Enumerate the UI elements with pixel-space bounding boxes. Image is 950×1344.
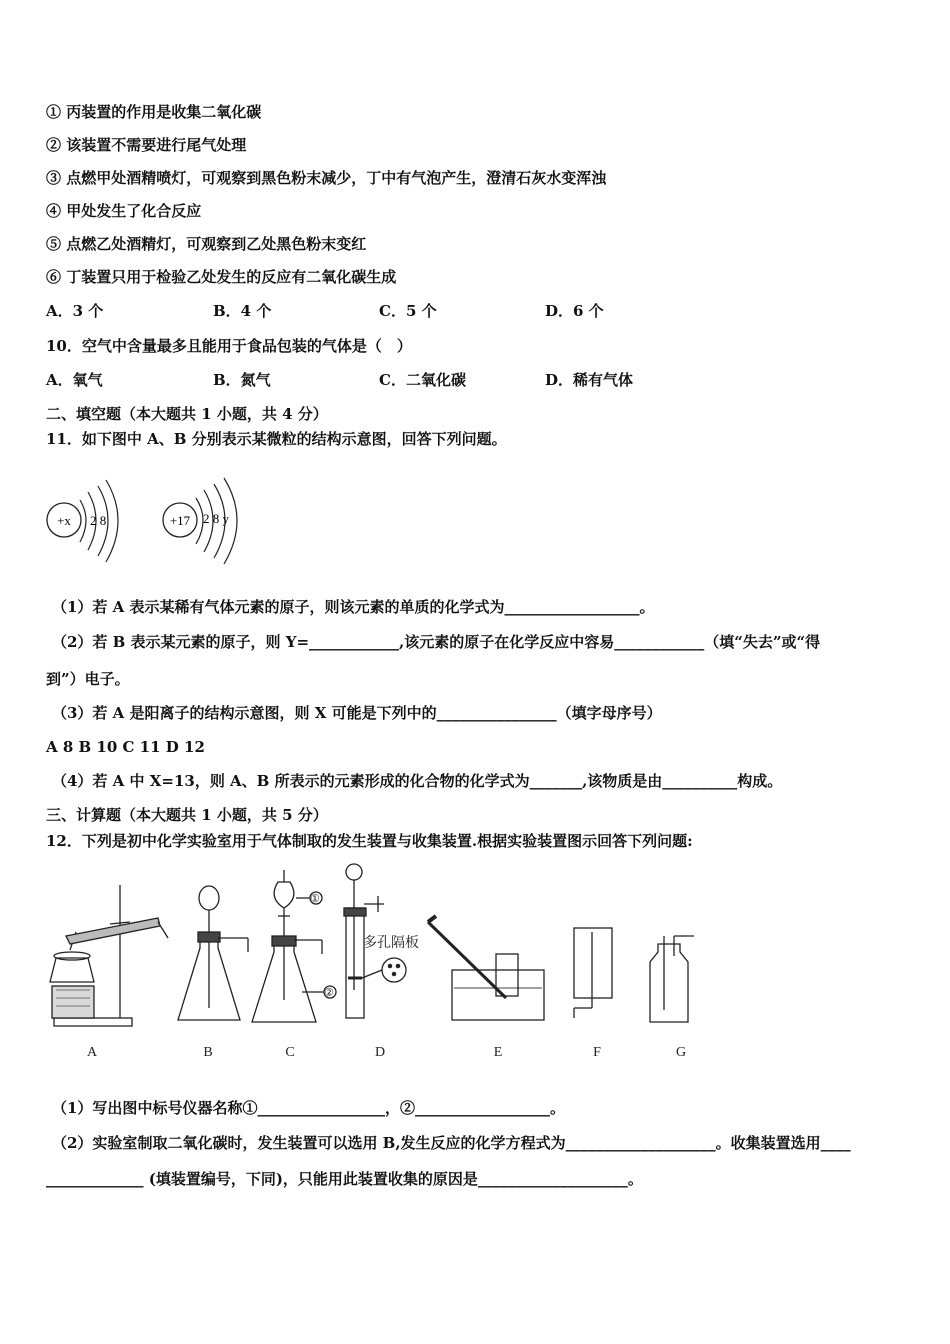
- porous-plate-label: 多孔隔板: [363, 935, 419, 951]
- section3-title: 三、计算题（本大题共 1 小题，共 5 分）: [46, 806, 328, 824]
- gas-apparatus-figure: [40, 860, 740, 1065]
- apparatus-b: [178, 886, 248, 1020]
- q11-part1: （1）若 A 表示某稀有气体元素的原子，则该元素的单质的化学式为__________________。: [52, 598, 655, 616]
- label-d: D: [374, 1045, 386, 1060]
- q9-statement-5: ⑤ 点燃乙处酒精灯，可观察到乙处黑色粉末变红: [46, 235, 367, 253]
- q10-option-d[interactable]: D．稀有气体: [545, 371, 634, 389]
- label-g: G: [675, 1045, 687, 1060]
- section2-title: 二、填空题（本大题共 1 小题，共 4 分）: [46, 405, 328, 423]
- q9-statement-3: ③ 点燃甲处酒精喷灯，可观察到黑色粉末减少，丁中有气泡产生，澄清石灰水变浑浊: [46, 169, 607, 187]
- q12-stem: 12．下列是初中化学实验室用于气体制取的发生装置与收集装置.根据实验装置图示回答下列问题:: [46, 832, 693, 850]
- q9-option-d[interactable]: D．6 个: [545, 302, 604, 320]
- atom-b-shells: 2 8 y: [203, 511, 229, 526]
- apparatus-e: [428, 916, 544, 1020]
- apparatus-c: [252, 870, 336, 1022]
- q12-part2-line1: （2）实验室制取二氧化碳时，发生装置可以选用 B,发生反应的化学方程式为____________________。收集装置选用____: [52, 1134, 851, 1152]
- label-c: C: [285, 1045, 295, 1060]
- q11-stem: 11．如下图中 A、B 分别表示某微粒的结构示意图，回答下列问题。: [46, 430, 507, 448]
- q11-part2-line2: 到”）电子。: [46, 670, 130, 688]
- q9-statement-1: ① 丙装置的作用是收集二氧化碳: [46, 103, 262, 121]
- q9-option-a[interactable]: A．3 个: [46, 302, 104, 320]
- marker-1: ①: [310, 892, 320, 905]
- atom-b-diagram: [163, 478, 237, 564]
- atom-structure-diagrams: [40, 470, 270, 570]
- q12-part2-line2: _____________ (填装置编号，下同)，只能用此装置收集的原因是____________________。: [46, 1170, 643, 1188]
- atom-a-nucleus: +x: [57, 513, 71, 528]
- q10-stem: 10．空气中含量最多且能用于食品包装的气体是（ ）: [46, 337, 412, 355]
- q9-option-b[interactable]: B．4 个: [213, 302, 272, 320]
- label-f: F: [593, 1045, 601, 1060]
- label-b: B: [203, 1045, 213, 1060]
- q9-statement-4: ④ 甲处发生了化合反应: [46, 202, 202, 220]
- label-a: A: [86, 1045, 98, 1060]
- apparatus-f: [574, 928, 612, 1018]
- q11-part4: （4）若 A 中 X=13，则 A、B 所表示的元素形成的化合物的化学式为_______,该物质是由__________构成。: [52, 772, 783, 790]
- q11-part2-line1: （2）若 B 表示某元素的原子，则 Y=____________,该元素的原子在化学反应中容易____________（填“失去”或“得: [52, 633, 821, 651]
- q10-option-a[interactable]: A．氧气: [46, 371, 103, 389]
- q12-part1: （1）写出图中标号仪器名称①_________________，②__________________。: [52, 1099, 565, 1117]
- q11-part3: （3）若 A 是阳离子的结构示意图，则 X 可能是下列中的________________（填字母序号）: [52, 704, 662, 722]
- q10-option-b[interactable]: B．氮气: [213, 371, 271, 389]
- q10-option-c[interactable]: C．二氧化碳: [379, 371, 466, 389]
- atom-b-nucleus: +17: [169, 513, 191, 528]
- apparatus-a: [50, 885, 168, 1026]
- q9-option-c[interactable]: C．5 个: [379, 302, 437, 320]
- q9-statement-2: ② 该装置不需要进行尾气处理: [46, 136, 247, 154]
- marker-2: ②: [324, 986, 334, 999]
- q11-part3-choices: A 8 B 10 C 11 D 12: [46, 738, 205, 756]
- apparatus-g: [650, 936, 694, 1022]
- label-e: E: [493, 1045, 503, 1060]
- atom-a-diagram: [47, 480, 118, 562]
- atom-a-shells: 2 8: [90, 513, 107, 528]
- q9-statement-6: ⑥ 丁装置只用于检验乙处发生的反应有二氧化碳生成: [46, 268, 397, 286]
